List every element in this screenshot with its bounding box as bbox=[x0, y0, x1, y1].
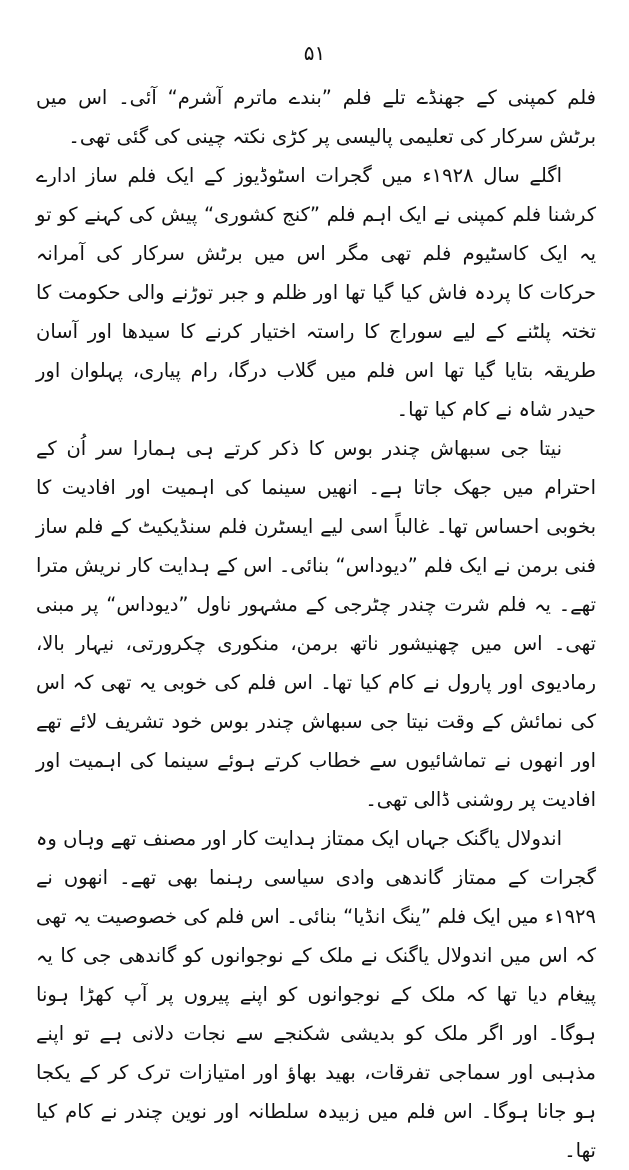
paragraph-1: فلم کمپنی کے جھنڈے تلے فلم ”بندے ماترم آشرم“ آئی۔ اس میں برٹش سرکار کی تعلیمی پالیسی پر کڑی نکتہ چینی کی گئی تھی۔ bbox=[36, 86, 596, 148]
page-number: ۵۱ bbox=[303, 41, 326, 65]
page-body bbox=[36, 78, 596, 1170]
paragraph-4: اندولال یاگنک جہاں ایک ممتاز ہدایت کار اور مصنف تھے وہاں وہ گجرات کے ممتاز گاندھی وادی سیاسی رہنما بھی تھے۔ انھوں نے ۱۹۲۹ء میں ایک فلم ”ینگ انڈیا“ بنائی۔ اس فلم کی خصوصیت یہ تھی کہ اس میں اندولال یاگنک نے ملک کے نوجوانوں کو گاندھی جی کا یہ پیغام دیا تھا کہ ملک کے نوجوانوں کو اپنے پیروں پر آپ کھڑا ہونا ہوگا۔ اور اگر ملک کو بدیشی شکنجے سے نجات دلانی ہے تو اپنے مذہبی اور سماجی تفرقات، بھید بھاؤ اور امتیازات ترک کر کے یکجا ہو جانا ہوگا۔ اس فلم میں زبیدہ سلطانہ اور نوین چندر نے کام کیا تھا۔ bbox=[36, 827, 596, 1162]
paragraph-3: نیتا جی سبھاش چندر بوس کا ذکر کرتے ہی ہمارا سر اُن کے احترام میں جھک جاتا ہے۔ انھیں سینما کی اہمیت اور افادیت کا بخوبی احساس تھا۔ غالباً اسی لیے ایسٹرن فلم سنڈیکیٹ کے فلم ساز فنی برمن نے ایک فلم ”دیوداس“ بنائی۔ اس کے ہدایت کار نریش مترا تھے۔ یہ فلم شرت چندر چٹرجی کے مشہور ناول ”دیوداس“ پر مبنی تھی۔ اس میں چھنیشور ناتھ برمن، منکوری چکرورتی، نیہار بالا، رمادیوی اور پارول نے کام کیا تھا۔ اس فلم کی خوبی یہ تھی کہ اس کی نمائش کے وقت نیتا جی سبھاش چندر بوس خود تشریف لائے تھے اور انھوں نے تماشائیوں سے خطاب کرتے ہوئے سینما کی اہمیت اور افادیت پر روشنی ڈالی تھی۔ bbox=[36, 437, 596, 811]
paragraph-2: اگلے سال ۱۹۲۸ء میں گجرات اسٹوڈیوز کے ایک فلم ساز ادارے کرشنا فلم کمپنی نے ایک اہم فلم ”کنج کشوری“ پیش کی کہنے کو تو یہ ایک کاسٹیوم فلم تھی مگر اس میں برٹش سرکار کی آمرانہ حرکات کا پردہ فاش کیا گیا تھا اور ظلم و جبر توڑنے والی حکومت کا تختہ پلٹنے کے لیے سوراج کا راستہ اختیار کرنے کا سیدھا اور آسان طریقہ بتایا گیا تھا اس فلم میں گلاب درگا، رام پیاری، پہلوان اور حیدر شاہ نے کام کیا تھا۔ bbox=[36, 164, 596, 421]
